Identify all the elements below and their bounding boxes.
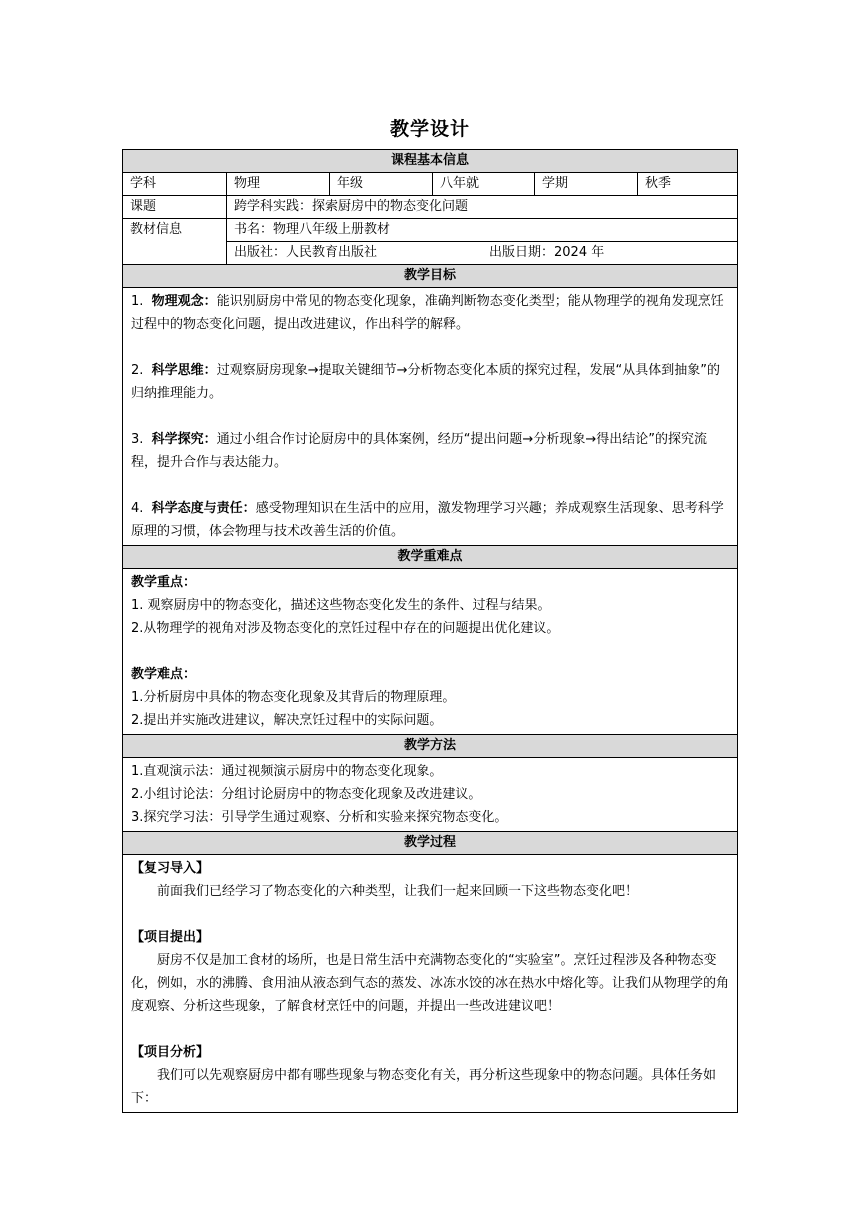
method-item: 1.直观演示法：通过视频演示厨房中的物态变化现象。 — [131, 764, 443, 779]
objective-item: 3. 科学探究：通过小组合作讨论厨房中的具体案例，经历“提出问题→分析现象→得出结论”的探究流程，提升合作与表达能力。 — [131, 432, 707, 470]
section-header-basic-info: 课程基本信息 — [123, 150, 737, 173]
info-row-topic — [123, 196, 737, 219]
publisher-line — [227, 241, 737, 264]
focus-title: 教学重点： — [131, 575, 197, 590]
section-header-process: 教学过程 — [123, 832, 737, 855]
objective-item: 4. 科学态度与责任：感受物理知识在生活中的应用，激发物理学习兴趣；养成观察生活现象、思考科学原理的习惯，体会物理与技术改善生活的价值。 — [131, 501, 724, 539]
objective-item: 1. 物理观念：能识别厨房中常见的物态变化现象，准确判断物态变化类型；能从物理学的视角发现烹饪过程中的物态变化问题，提出改进建议，作出科学的解释。 — [131, 294, 724, 332]
process-section-title: 【复习导入】 — [131, 861, 210, 876]
focus-item: 2.从物理学的视角对涉及物态变化的烹饪过程中存在的问题提出优化建议。 — [131, 621, 560, 636]
objective-item: 2. 科学思维：过观察厨房现象→提取关键细节→分析物态变化本质的探究过程，发展“从具体到抽象”的归纳推理能力。 — [131, 363, 720, 401]
grade-value: 八年就 — [433, 173, 535, 195]
info-row-subject — [123, 173, 737, 196]
section-header-key-points: 教学重难点 — [123, 546, 737, 569]
book-name: 书名：物理八年级上册教材 — [234, 222, 391, 237]
method-item: 2.小组讨论法：分组讨论厨房中的物态变化现象及改进建议。 — [131, 787, 482, 802]
publish-date: 出版日期：2024 年 — [489, 245, 605, 260]
method-item: 3.探究学习法：引导学生通过观察、分析和实验来探究物态变化。 — [131, 810, 508, 825]
section-header-objectives: 教学目标 — [123, 265, 737, 288]
process-section-title: 【项目分析】 — [131, 1045, 210, 1060]
process-section-text: 厨房不仅是加工食材的场所，也是日常生活中充满物态变化的“实验室”。烹饪过程涉及各种物态变化，例如，水的沸腾、食用油从液态到气态的蒸发、冰冻水饺的冰在热水中熔化等。让我们从物理学的角度观察、分析这些现象，了解食材烹饪中的问题，并提出一些改进建议吧！ — [131, 953, 730, 1014]
topic-label: 课题 — [123, 196, 227, 218]
process-section-title: 【项目提出】 — [131, 930, 210, 945]
process-section-text: 我们可以先观察厨房中都有哪些现象与物态变化有关，再分析这些现象中的物态问题。具体任务如下： — [131, 1068, 717, 1106]
key-points-content — [123, 569, 737, 735]
section-header-methods: 教学方法 — [123, 735, 737, 758]
methods-content — [123, 758, 737, 832]
difficulty-item: 2.提出并实施改进建议，解决烹饪过程中的实际问题。 — [131, 713, 443, 728]
publisher: 出版社：人民教育出版社 — [234, 245, 378, 260]
material-label: 教材信息 — [123, 219, 227, 264]
focus-item: 1. 观察厨房中的物态变化，描述这些物态变化发生的条件、过程与结果。 — [131, 598, 551, 613]
topic-value: 跨学科实践：探索厨房中的物态变化问题 — [234, 199, 469, 214]
grade-label: 年级 — [330, 173, 433, 195]
subject-value: 物理 — [227, 173, 330, 195]
process-content — [123, 855, 737, 1112]
semester-label: 学期 — [535, 173, 638, 195]
page-title: 教学设计 — [389, 118, 470, 140]
process-section-text: 前面我们已经学习了物态变化的六种类型，让我们一起来回顾一下这些物态变化吧！ — [157, 884, 639, 899]
difficulty-title: 教学难点： — [131, 667, 197, 682]
info-row-material — [123, 219, 737, 265]
semester-value: 秋季 — [645, 176, 672, 191]
difficulty-item: 1.分析厨房中具体的物态变化现象及其背后的物理原理。 — [131, 690, 456, 705]
subject-label: 学科 — [123, 173, 227, 195]
lesson-plan-table — [122, 149, 738, 1113]
objectives-content — [123, 288, 737, 546]
